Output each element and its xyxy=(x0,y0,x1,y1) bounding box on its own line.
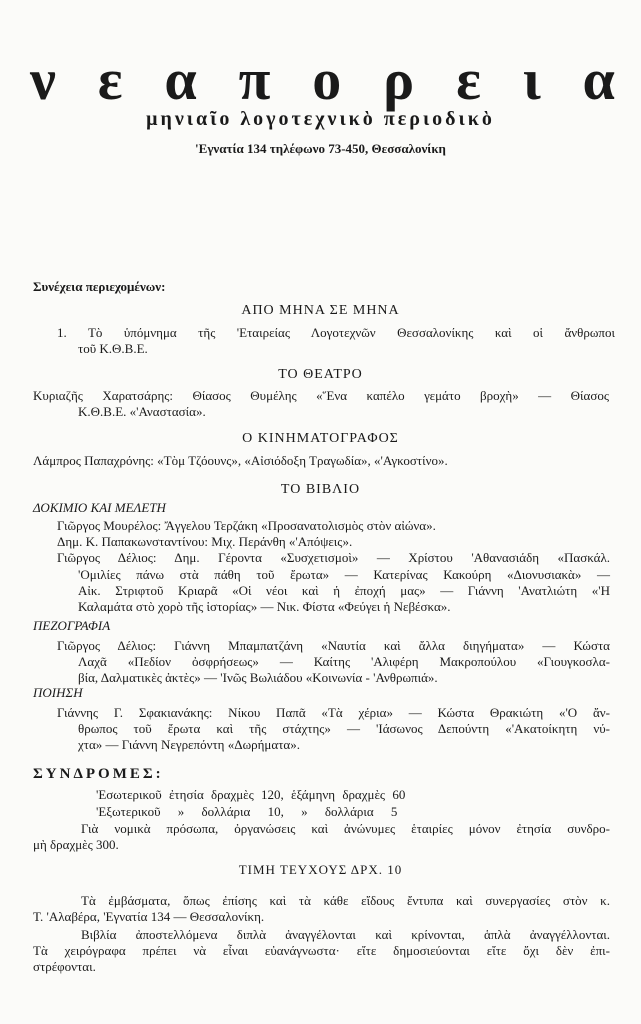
contents-label: Συνέχεια περιεχομένων: xyxy=(33,279,166,294)
title-letter: α xyxy=(582,47,615,112)
subheading-poetry: ΠΟΙΗΣΗ xyxy=(33,685,83,700)
note-books xyxy=(33,927,610,976)
title-letter: ι xyxy=(522,47,541,112)
text-line: Κ.Θ.Β.Ε. «'Αναστασία». xyxy=(78,404,206,420)
cinema-entry xyxy=(33,453,609,469)
section-heading-cinema: Ο ΚΙΝΗΜΑΤΟΓΡΑΦΟΣ xyxy=(242,431,399,446)
text-line: Τὰ χειρόγραφα πρέπει νὰ εἶναι εὐανάγνωστα· εἴτε δημοσιεύονται εἴτε ὄχι δὲν ἐπι- xyxy=(33,943,610,959)
title-letter: ε xyxy=(456,47,481,112)
text-line: Καλαμάτα στὸ χορὸ τῆς ἱστορίας» — Νικ. Φίστα «Φεύγει ἡ Νεβέσκα». xyxy=(78,599,451,615)
text-line: Λαχᾶ «Πεδίον ὀσφρήσεως» — Καίτης 'Αλιφέρη Μακροπούλου «Γιουγκοσλα- xyxy=(78,654,610,670)
text-line: μὴ δραχμὲς 300. xyxy=(33,837,119,853)
essay-entries xyxy=(57,518,610,615)
title-letter: ν xyxy=(30,47,56,112)
magazine-subtitle: μηνιαῖο λογοτεχνικὸ περιοδικὸ xyxy=(146,108,495,130)
text-line: 'Ομιλίες πάνω στὰ πάθη τοῦ ἔρωτα» — Κατερίνας Κακούρη «Διονυσιακὰ» — xyxy=(78,566,610,582)
text-line: Βιβλία ἀποστελλόμενα διπλὰ ἀναγγέλονται καὶ κρίνονται, ἁπλὰ ἀναγγέλλονται. xyxy=(81,927,610,942)
subscriptions-heading: ΣΥΝΔΡΟΜΕΣ: xyxy=(33,766,164,782)
subheading-essay: ΔΟΚΙΜΙΟ ΚΑΙ ΜΕΛΕΤΗ xyxy=(33,500,166,515)
subscription-domestic: 'Εσωτερικοῦ ἐτησία δραχμὲς 120, ἑξάμηνη δραχμὲς 60 xyxy=(96,787,406,802)
text-line: Τ. 'Αλαβέρα, 'Εγνατία 134 — Θεσσαλονίκη. xyxy=(33,909,265,925)
subscription-corporate xyxy=(33,821,610,853)
title-letter: π xyxy=(238,47,271,112)
title-letter: ο xyxy=(312,47,342,112)
section-heading-theatre: ΤΟ ΘΕΑΤΡΟ xyxy=(278,367,363,382)
title-letter: ρ xyxy=(383,47,415,112)
issue-price: ΤΙΜΗ ΤΕΥΧΟΥΣ ΔΡΧ. 10 xyxy=(238,862,403,877)
section-heading-month: ΑΠΟ ΜΗΝΑ ΣΕ ΜΗΝΑ xyxy=(241,303,400,318)
text-line: Γιῶργος Μουρέλος: Ἄγγελου Τερζάκη «Προσανατολισμὸς στὸν αἰώνα». xyxy=(57,518,436,533)
title-letter: α xyxy=(164,47,197,112)
text-line: χτα» — Γιάννη Νεγρεπόντη «Δωρήματα». xyxy=(78,737,300,753)
text-line: 1. Τὸ ὑπόμνημα τῆς 'Εταιρείας Λογοτεχνῶν Θεσσαλονίκης καὶ οἱ ἄνθρωποι xyxy=(57,325,615,340)
text-line: Γιῶργος Δέλιος: Γιάννη Μπαμπατζάνη «Ναυτία καὶ ἄλλα διηγήματα» — Κώστα xyxy=(57,638,610,653)
text-line: Κυριαζῆς Χαρατσάρης: Θίασος Θυμέλης «Ἕνα καπέλο γεμάτο βροχὴ» — Θίασος xyxy=(33,388,609,403)
text-line: θρωπος τοῦ ἔρωτα καὶ τῆς στάχτης» — 'Ιάσωνος Δεπούντη «'Ακατοίκητη νύ- xyxy=(78,721,610,737)
poetry-entry xyxy=(57,705,610,754)
theatre-entry xyxy=(33,388,609,420)
title-letter: ε xyxy=(97,47,123,112)
subscription-foreign: 'Εξωτερικοῦ » δολλάρια 10, » δολλάρια 5 xyxy=(96,804,398,819)
text-line: στρέφονται. xyxy=(33,959,96,975)
magazine-address: 'Εγνατία 134 τηλέφωνο 73-450, Θεσσαλονίκη xyxy=(195,141,446,156)
text-line: Αἰκ. Στριφτοῦ Κριαρᾶ «Οἱ νέοι καὶ ἡ ἐποχή μας» — Γιάννη 'Ανατλιώτη «'Η xyxy=(78,582,610,598)
text-line: Γιάννης Γ. Σφακιανάκης: Νίκου Παπᾶ «Τὰ χέρια» — Κώστα Θρακιώτη «'Ο ἄν- xyxy=(57,705,610,720)
text-line: Λάμπρος Παπαχρόνης: «Τὸμ Τζόουνς», «Αἰσιόδοξη Τραγωδία», «'Αγκοστίνο». xyxy=(33,453,448,468)
text-line: Τὰ ἐμβάσματα, ὅπως ἐπίσης καὶ τὰ κάθε εἴδους ἔντυπα καὶ συνεργασίες στὸν κ. xyxy=(81,893,610,908)
prose-entry xyxy=(57,638,610,687)
magazine-title xyxy=(30,47,615,112)
month-entry xyxy=(57,325,615,357)
text-line: βία, Δαλματικὲς ἀκτὲς» — 'Ινῶς Βωλιάδου «Κοινωνία - 'Ανθρωπιά». xyxy=(78,670,438,686)
text-line: Γιῶργος Δέλιος: Δημ. Γέροντα «Συσχετισμοὶ» — Χρίστου 'Αθανασιάδη «Πασκάλ. xyxy=(57,550,610,566)
note-remittances xyxy=(33,893,610,925)
text-line: Γιὰ νομικὰ πρόσωπα, ὀργανώσεις καὶ ἀνώνυμες ἑταιρίες μόνον ἐτησία συνδρο- xyxy=(81,821,610,836)
subheading-prose: ΠΕΖΟΓΡΑΦΙΑ xyxy=(33,618,111,633)
section-heading-book: ΤΟ ΒΙΒΛΙΟ xyxy=(280,482,361,497)
text-line: Δημ. Κ. Παπακωνσταντίνου: Μιχ. Περάνθη «'Απόψεις». xyxy=(57,534,353,550)
text-line: τοῦ Κ.Θ.Β.Ε. xyxy=(78,341,148,357)
